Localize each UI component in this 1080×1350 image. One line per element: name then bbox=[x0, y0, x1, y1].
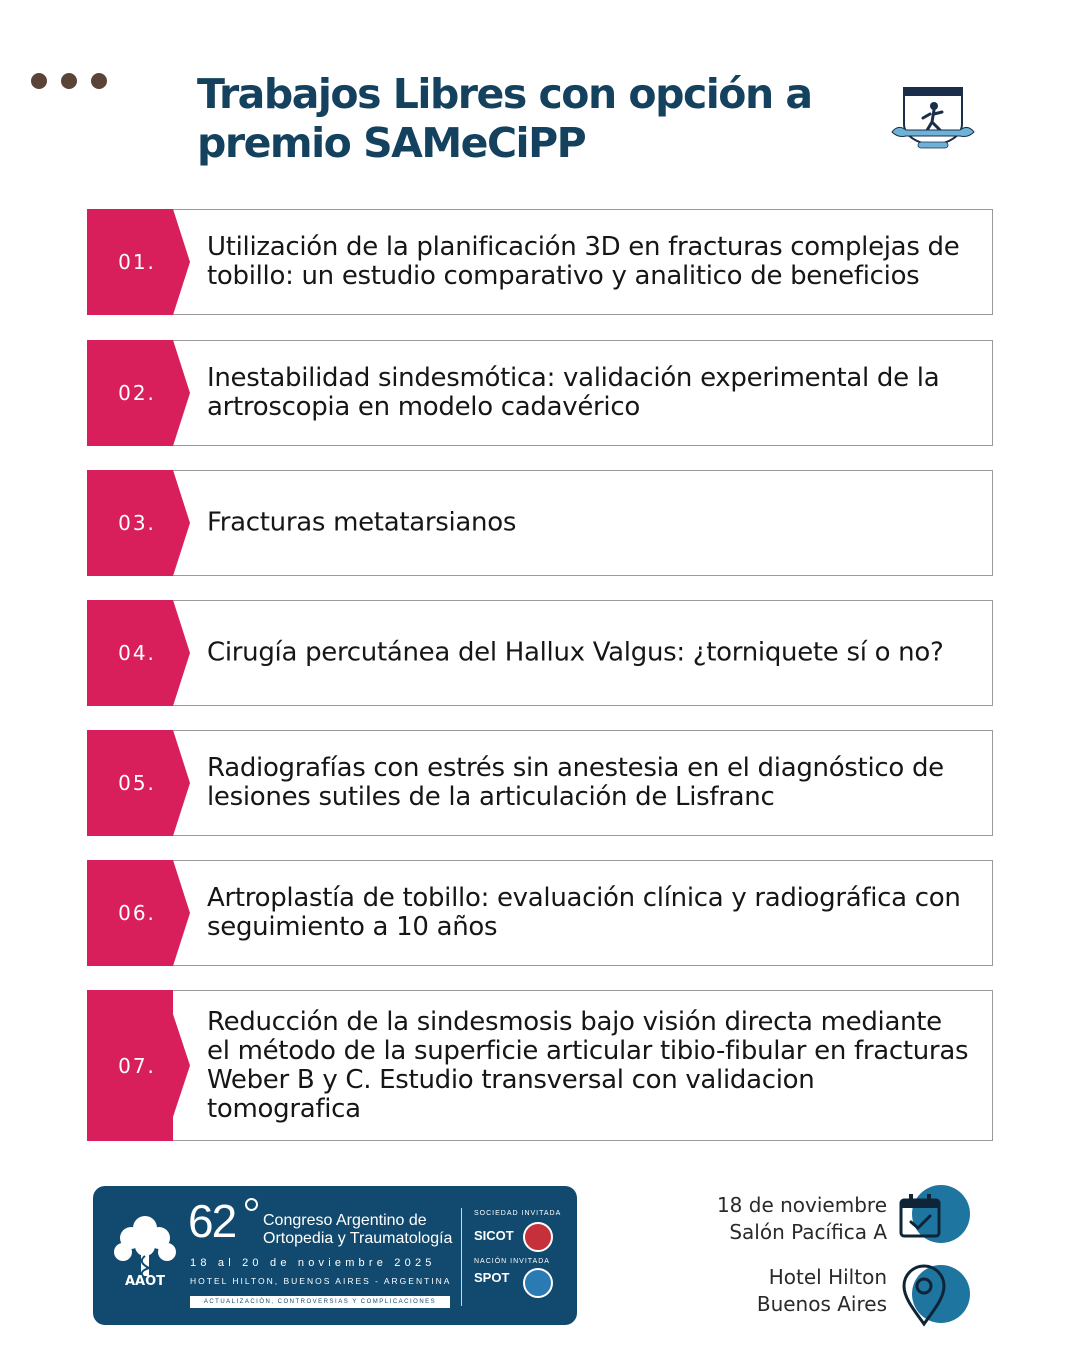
congress-dates: 18 al 20 de noviembre 2025 bbox=[190, 1257, 436, 1269]
event-room: Salón Pacífica A bbox=[729, 1220, 887, 1244]
event-date: 18 de noviembre bbox=[716, 1193, 887, 1217]
item-title: Artroplastía de tobillo: evaluación clínica y radiográfica con seguimiento a 10 años bbox=[207, 883, 961, 942]
event-location bbox=[757, 1264, 887, 1318]
number-tab bbox=[87, 470, 190, 576]
title-line-1: Trabajos Libres con opción a bbox=[197, 70, 812, 118]
more-dots-icon bbox=[31, 73, 107, 89]
calendar-check-icon bbox=[898, 1192, 944, 1240]
list-item bbox=[87, 470, 993, 576]
item-title: Radiografías con estrés sin anestesia en el diagnóstico de lesiones sutiles de la articulación de Lisfranc bbox=[207, 753, 944, 812]
guest-society-label: SOCIEDAD INVITADA bbox=[474, 1210, 562, 1217]
congress-banner bbox=[93, 1186, 577, 1325]
number-tab bbox=[87, 600, 190, 706]
list-item bbox=[87, 990, 993, 1141]
event-schedule bbox=[717, 1192, 887, 1246]
list-item bbox=[87, 730, 993, 836]
congress-name bbox=[263, 1212, 452, 1248]
item-title: Inestabilidad sindesmótica: validación experimental de la artroscopia en modelo cadavérico bbox=[207, 363, 940, 422]
congress-tagline: ACTUALIZACIÓN, CONTROVERSIAS Y COMPLICACIONES bbox=[190, 1296, 450, 1308]
event-city: Buenos Aires bbox=[756, 1292, 887, 1316]
item-title: Utilización de la planificación 3D en fracturas complejas de tobillo: un estudio comparativo y analitico de beneficios bbox=[207, 232, 960, 291]
item-number: 05. bbox=[118, 771, 156, 795]
congress-number: 62 bbox=[188, 1195, 236, 1247]
guest-nation: SPOT bbox=[474, 1270, 510, 1285]
divider bbox=[461, 1208, 462, 1306]
item-number: 04. bbox=[118, 641, 156, 665]
congress-line-1: Congreso Argentino de bbox=[263, 1212, 427, 1229]
item-title: Fracturas metatarsianos bbox=[207, 507, 517, 538]
congress-venue: HOTEL HILTON, BUENOS AIRES - ARGENTINA bbox=[190, 1276, 452, 1286]
guest-society: SICOT bbox=[474, 1228, 514, 1243]
item-title: Reducción de la sindesmosis bajo visión directa mediante el método de la superficie articular tibio-fibular en fracturas Weber B y C. Estudio transversal con validacion tomografica bbox=[207, 1006, 969, 1124]
number-tab bbox=[87, 340, 190, 446]
item-number: 06. bbox=[118, 901, 156, 925]
number-tab bbox=[87, 209, 190, 315]
degree-symbol-icon bbox=[245, 1198, 258, 1211]
number-tab bbox=[87, 990, 190, 1141]
item-number: 01. bbox=[118, 250, 156, 274]
aaot-tree-logo-icon bbox=[109, 1206, 181, 1314]
location-pin-icon bbox=[900, 1264, 948, 1328]
aaot-label: AAOT bbox=[125, 1274, 166, 1289]
page-title bbox=[197, 70, 857, 168]
spot-seal-icon bbox=[523, 1268, 553, 1298]
item-number: 02. bbox=[118, 381, 156, 405]
list-item bbox=[87, 860, 993, 966]
title-line-2: premio SAMeCiPP bbox=[197, 119, 586, 167]
number-tab bbox=[87, 860, 190, 966]
item-title: Cirugía percutánea del Hallux Valgus: ¿torniquete sí o no? bbox=[207, 637, 944, 668]
guest-nation-label: NACIÓN INVITADA bbox=[474, 1258, 550, 1265]
item-number: 03. bbox=[118, 511, 156, 535]
number-tab bbox=[87, 730, 190, 836]
sicot-seal-icon bbox=[523, 1222, 553, 1252]
list-item bbox=[87, 600, 993, 706]
item-number: 07. bbox=[118, 1053, 156, 1078]
list-item bbox=[87, 209, 993, 315]
event-hotel: Hotel Hilton bbox=[768, 1265, 887, 1289]
congress-line-2: Ortopedia y Traumatología bbox=[263, 1230, 453, 1247]
samecipp-emblem-icon bbox=[890, 84, 976, 154]
list-item bbox=[87, 340, 993, 446]
